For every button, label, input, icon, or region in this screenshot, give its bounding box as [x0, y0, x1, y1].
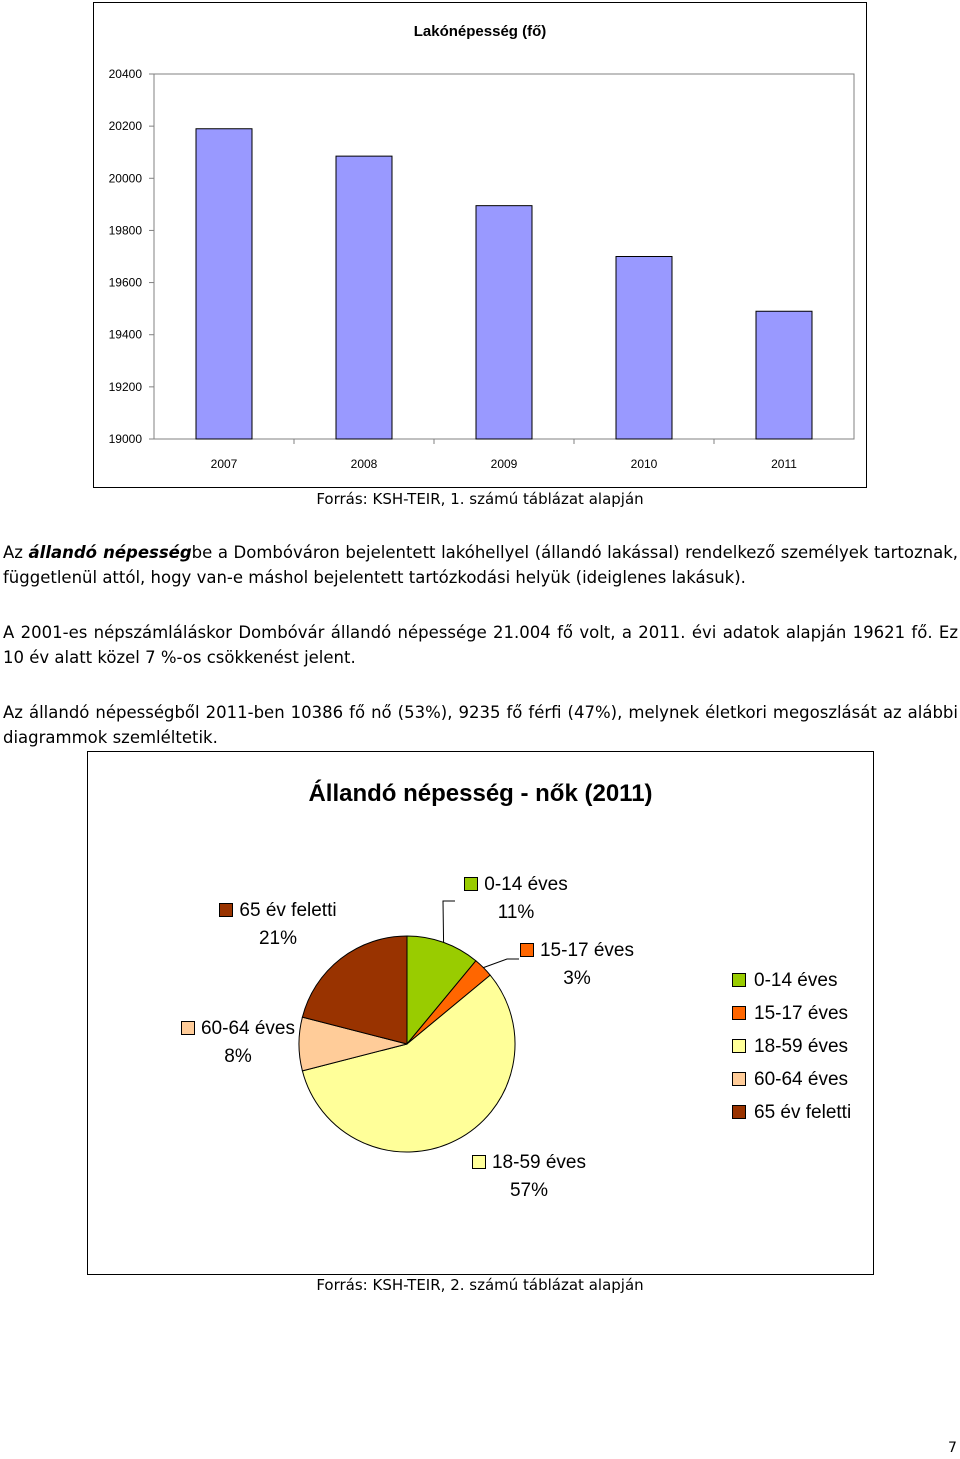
pie-chart-title: Állandó népesség - nők (2011): [308, 780, 653, 807]
y-tick-label: 19800: [108, 223, 142, 238]
pie-label-0-14: 0-14 éves 11%: [456, 871, 576, 927]
legend-item-15-17: 15-17 éves: [732, 997, 851, 1030]
pie-label-swatch: [181, 1021, 195, 1035]
y-tick-label: 20400: [108, 67, 142, 81]
x-tick-label-2007: 2007: [210, 457, 238, 471]
y-tick-label: 19600: [108, 275, 142, 290]
x-tick-label-2011: 2011: [771, 457, 797, 471]
pie-label-swatch: [520, 943, 534, 957]
x-tick-label-2010: 2010: [630, 457, 658, 471]
y-tick-label: 19400: [108, 327, 142, 342]
pie-leader-line: [443, 901, 455, 942]
pie-label-swatch: [472, 1155, 486, 1169]
bar-2007: [196, 129, 252, 439]
source-note-2: Forrás: KSH-TEIR, 2. számú táblázat alapján: [316, 1276, 644, 1294]
pie-label-15-17: 15-17 éves 3%: [502, 937, 652, 993]
legend-item-65-plus: 65 év feletti: [732, 1096, 851, 1129]
y-tick-label: 20000: [108, 171, 142, 186]
pie-label-65-plus: 65 év feletti 21%: [198, 897, 358, 953]
y-tick-label: 20200: [108, 119, 142, 134]
source-note-1: Forrás: KSH-TEIR, 1. számú táblázat alapján: [316, 490, 644, 508]
x-tick-label-2008: 2008: [350, 457, 378, 471]
bar-2010: [616, 257, 672, 440]
legend-swatch: [732, 1105, 746, 1119]
bar-2008: [336, 156, 392, 439]
legend-swatch: [732, 1072, 746, 1086]
legend-swatch: [732, 1006, 746, 1020]
bar-chart-frame: [93, 2, 867, 488]
bar-2009: [476, 206, 532, 439]
pie-legend: [732, 964, 851, 1129]
pie-label-60-64: 60-64 éves 8%: [163, 1015, 313, 1071]
pie-label-swatch: [219, 903, 233, 917]
pie-label-18-59: 18-59 éves 57%: [454, 1149, 604, 1205]
y-tick-label: 19200: [108, 379, 142, 394]
bar-2011: [756, 311, 812, 439]
paragraph-census: A 2001-es népszámláláskor Dombóvár állandó népessége 21.004 fő volt, a 2011. évi adatok alapján 19621 fő. Ez 10 év alatt közel 7 %-os csökkenést jelent.: [3, 623, 958, 667]
legend-swatch: [732, 1039, 746, 1053]
bar-chart-plot: [94, 3, 866, 487]
legend-swatch: [732, 973, 746, 987]
paragraph-gender-split: Az állandó népességből 2011-ben 10386 fő nő (53%), 9235 fő férfi (47%), melynek életkori megoszlását az alábbi diagrammok szemléltetik.: [3, 703, 958, 747]
emphasis-term: állandó népesség: [28, 543, 192, 562]
pie-chart-frame: [87, 751, 874, 1275]
y-tick-label: 19000: [108, 432, 142, 446]
bar-chart-title: Lakónépesség (fő): [413, 23, 547, 40]
legend-item-18-59: 18-59 éves: [732, 1030, 851, 1063]
legend-item-60-64: 60-64 éves: [732, 1063, 851, 1096]
page-number: 7: [948, 1440, 957, 1456]
pie-label-swatch: [464, 877, 478, 891]
legend-item-0-14: 0-14 éves: [732, 964, 851, 997]
paragraph-permanent-population: Az állandó népességbe a Dombóváron bejelentett lakóhellyel (állandó lakással) rendelkező személyek tartoznak, függetlenül attól, hogy van-e máshol bejelentett tartózkodási helyük (ideiglenes lakásuk).: [3, 543, 958, 587]
x-tick-label-2009: 2009: [490, 457, 518, 471]
